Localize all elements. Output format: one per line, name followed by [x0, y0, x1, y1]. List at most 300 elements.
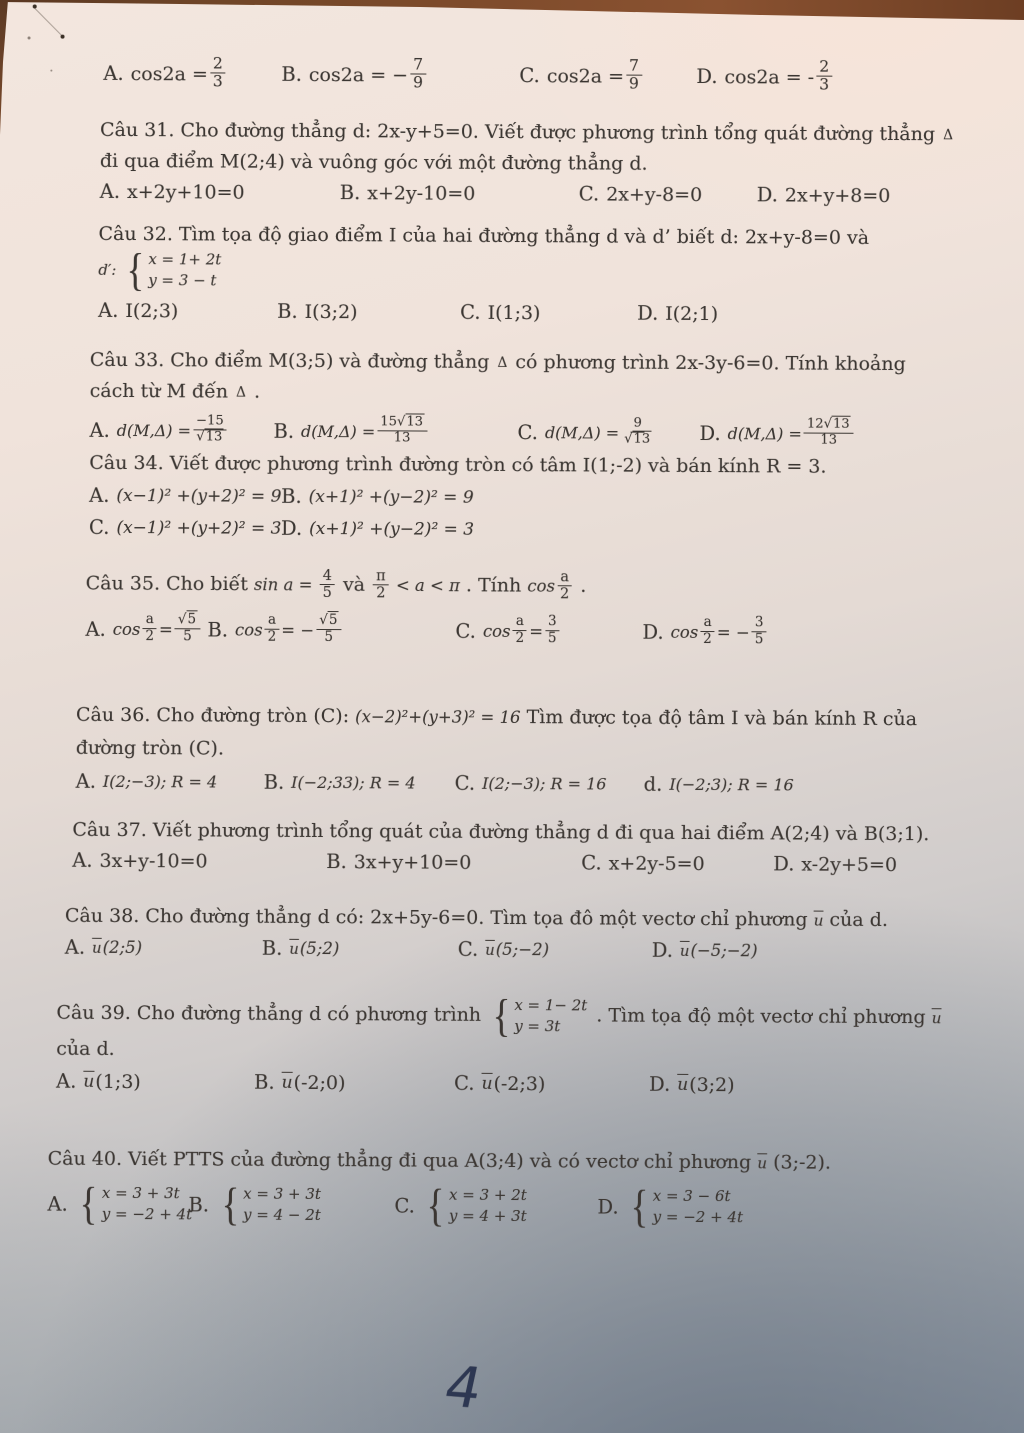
- stem-line: [48, 1145, 831, 1179]
- numerator: a: [513, 614, 527, 630]
- denominator: 13: [820, 432, 838, 448]
- numerator: −15: [193, 414, 227, 430]
- text-run: Câu 32. Tìm tọa độ giao điểm I của hai đường thẳng d và d’ biết d: 2x+y-8=0 và: [98, 222, 870, 249]
- system-lines: [449, 1185, 527, 1227]
- stem-line: [98, 243, 869, 295]
- radicand: 13: [406, 414, 424, 430]
- stem-line: [65, 902, 888, 936]
- question-stem: [89, 449, 826, 482]
- question-39: [56, 989, 942, 1098]
- math-text: I(2;−3); R = 16: [482, 773, 607, 794]
- system-line: y = 4 − 2t: [242, 1205, 321, 1225]
- math-text: cos: [527, 576, 556, 596]
- option-label: B.: [261, 936, 283, 960]
- question-37: [72, 816, 929, 876]
- text-run: x+2y+10=0: [126, 180, 245, 204]
- text-run: Câu 34. Viết được phương trình đường tròn có tâm I(1;-2) và bán kính R = 3.: [89, 451, 827, 478]
- options-row: [89, 516, 826, 543]
- denominator: 2: [145, 627, 155, 644]
- math-fraction: [377, 415, 427, 446]
- math-text: (x−1)² +(y+2)² = 9: [116, 485, 282, 507]
- text-run: x-2y+5=0: [801, 853, 898, 876]
- system-brace: {: [221, 1178, 239, 1230]
- system-lines: [243, 1184, 321, 1226]
- numerator: 9: [631, 417, 645, 433]
- math-text: I(−2;33); R = 4: [291, 772, 416, 793]
- math-text: (x+1)² +(y−2)² = 3: [309, 518, 475, 540]
- math-fraction: [545, 615, 560, 646]
- option-D: [649, 1073, 941, 1098]
- numerator: π: [373, 568, 389, 585]
- math-fraction: [193, 414, 227, 445]
- options-row: [98, 299, 869, 326]
- option-C: [454, 1072, 649, 1096]
- question-35: [85, 568, 768, 648]
- stem-line: [72, 816, 929, 849]
- question-stem: [98, 220, 869, 295]
- text-run: Câu 38. Cho đường thẳng d có: 2x+5y-6=0. Tìm tọa đô một vectơ chỉ phương: [64, 904, 814, 931]
- question-36: [76, 699, 918, 797]
- text-run: I(2;1): [665, 302, 719, 325]
- math-text: (5;2): [299, 938, 340, 959]
- option-A: [65, 936, 262, 960]
- math-text: =: [529, 621, 544, 641]
- text-run: (-2;3): [493, 1072, 546, 1095]
- option-D: [637, 302, 869, 326]
- text-run: Câu 37. Viết phương trình tổng quát của đường thẳng d đi qua hai điểm A(2;4) và B(3;1).: [72, 818, 930, 846]
- system-line: x = 3 + 2t: [448, 1185, 527, 1205]
- text-run: Câu 35. Cho biết: [85, 572, 255, 596]
- denominator: 5: [322, 585, 332, 602]
- options-row: [76, 770, 917, 797]
- option-A: [100, 180, 340, 204]
- system-line: y = −2 + 4t: [101, 1204, 193, 1224]
- text-run: Câu 36. Cho đường tròn (C):: [75, 703, 356, 728]
- text-run: cos2a =: [130, 62, 208, 86]
- option-label: B.: [277, 299, 298, 323]
- options-row: [72, 849, 929, 876]
- option-label: D.: [280, 516, 303, 540]
- numerator: 3: [545, 615, 560, 631]
- question-40: [47, 1145, 832, 1232]
- question-stem: [86, 568, 769, 605]
- system-brace: {: [630, 1180, 649, 1232]
- question-stem: [76, 699, 917, 768]
- numerator: 7: [626, 58, 642, 77]
- text-run: đường tròn (C).: [75, 736, 225, 760]
- math-fraction: [512, 614, 527, 645]
- option-C: [579, 182, 757, 206]
- delta-symbol: Δ: [497, 354, 508, 371]
- system-line: x = 1− 2t: [514, 996, 588, 1015]
- options-row: [89, 484, 826, 511]
- options-row: [100, 180, 955, 207]
- math-text: = −: [281, 620, 315, 640]
- system-line: y = 3 − t: [148, 271, 217, 290]
- handwritten-page-number: 4: [438, 1354, 489, 1422]
- option-C: [455, 615, 642, 647]
- option-label: C.: [519, 64, 540, 88]
- option-C: [394, 1179, 597, 1231]
- stem-line: [56, 989, 942, 1041]
- option-D: [699, 418, 905, 449]
- system-lines: [102, 1183, 193, 1225]
- denominator: 9: [412, 73, 423, 92]
- option-label: D.: [637, 301, 659, 325]
- text-run: Câu 39. Cho đường thẳng d có phương trình: [56, 1001, 488, 1026]
- option-D: [696, 59, 834, 96]
- option-label: A.: [72, 848, 93, 872]
- option-B: [273, 416, 517, 448]
- system-line: x = 3 + 3t: [243, 1184, 321, 1204]
- option-label: B.: [281, 63, 302, 87]
- option-label: C.: [517, 420, 538, 444]
- option-label: A.: [89, 483, 110, 507]
- question-stem: [65, 902, 888, 936]
- math-text: d(M,Δ) =: [544, 422, 620, 443]
- question-stem: [100, 116, 955, 180]
- option-C: [581, 851, 773, 875]
- ink-dot: [50, 70, 52, 72]
- option-label: B.: [207, 618, 229, 642]
- math-fraction: [316, 613, 341, 644]
- option-label: B.: [263, 770, 285, 794]
- text-run: . Tìm tọa độ một vectơ chỉ phương: [590, 1004, 932, 1029]
- option-label: A.: [89, 418, 110, 442]
- numerator: 4: [320, 568, 335, 585]
- option-label: A.: [98, 298, 119, 322]
- option-B: [277, 300, 460, 324]
- numerator: √5: [316, 613, 341, 629]
- radicand: 13: [205, 429, 223, 445]
- option-C: [89, 516, 281, 540]
- question-31: [100, 116, 955, 207]
- option-A: [89, 415, 273, 446]
- math-text: d(M,Δ) =: [300, 421, 376, 441]
- text-run: Câu 40. Viết PTTS của đường thẳng đi qua A(3;4) và có vectơ chỉ phương: [47, 1147, 758, 1174]
- option-label: D.: [642, 620, 664, 644]
- math-fraction: [410, 56, 426, 92]
- option-B: [188, 1178, 394, 1230]
- option-A: [47, 1177, 193, 1229]
- denominator: 2: [515, 629, 525, 646]
- numerator: a: [701, 615, 715, 631]
- option-C: [458, 938, 652, 962]
- math-text: =: [158, 619, 173, 639]
- denominator: 13: [393, 430, 411, 446]
- option-D: [652, 939, 888, 963]
- stem-line: [86, 568, 769, 605]
- option-label: C.: [454, 771, 476, 795]
- denominator: 9: [628, 75, 639, 94]
- text-run: I(3;2): [304, 300, 358, 323]
- math-text: cos: [670, 622, 699, 642]
- text-run: 2x+y+8=0: [784, 183, 891, 207]
- radicand: 13: [832, 416, 850, 432]
- math-fraction: [175, 613, 200, 644]
- question-stem: [72, 816, 929, 849]
- denominator: 5: [547, 629, 557, 646]
- math-text: cos: [234, 620, 263, 640]
- options-row: [65, 936, 888, 963]
- equation-system: [628, 1180, 744, 1232]
- math-text: cos: [112, 619, 141, 639]
- equation-system: [425, 1179, 527, 1231]
- text-run: 2x+y-8=0: [606, 182, 703, 206]
- system-line: y = −2 + 4t: [652, 1207, 744, 1227]
- carryover-options: [103, 52, 834, 96]
- system-lines: [148, 249, 221, 291]
- vector-u: $\overline{u}$: [83, 1071, 95, 1092]
- text-run: x+2y-5=0: [608, 852, 705, 875]
- numerator: a: [265, 613, 279, 629]
- math-fraction: [320, 568, 335, 602]
- vector-u: $\overline{u}$: [92, 938, 102, 957]
- options-row: [56, 1070, 941, 1098]
- option-label: A.: [85, 617, 106, 641]
- denominator: √13: [624, 431, 651, 447]
- option-label: A.: [99, 179, 121, 203]
- vector-u: $\overline{u}$: [931, 1009, 942, 1028]
- equation-system: [490, 989, 588, 1041]
- option-B: [281, 485, 826, 511]
- numerator: 15√13: [377, 415, 427, 431]
- text-run: Câu 31. Cho đường thẳng d: 2x-y+5=0. Viết được phương trình tổng quát đường thẳng: [100, 118, 942, 146]
- math-fraction: [752, 616, 767, 647]
- denominator: 5: [754, 630, 764, 647]
- option-label: d.: [643, 772, 663, 796]
- numerator: √5: [175, 613, 200, 629]
- radicand: 5: [328, 612, 338, 629]
- text-run: đi qua điểm M(2;4) và vuông góc với một đường thẳng d.: [99, 149, 648, 175]
- stem-line: [100, 116, 955, 151]
- system-lines: [653, 1186, 744, 1228]
- math-text: (5;−2): [495, 939, 550, 960]
- stem-line: [89, 449, 826, 482]
- text-run: cos2a = -: [724, 66, 815, 89]
- radicand: 13: [633, 431, 651, 447]
- stem-line: [90, 377, 906, 412]
- option-label: D.: [696, 65, 718, 89]
- denominator: 3: [212, 72, 223, 91]
- system-brace: {: [426, 1179, 445, 1231]
- question-33: [89, 346, 905, 450]
- text-run: của d.: [56, 1037, 115, 1060]
- ink-dot: [28, 36, 31, 39]
- option-C: [519, 58, 696, 95]
- radicand: 5: [187, 611, 197, 628]
- option-A: [103, 56, 281, 93]
- stem-line: [76, 699, 917, 736]
- option-label: B.: [281, 484, 302, 508]
- option-label: A.: [47, 1192, 68, 1216]
- equation-system: [219, 1178, 321, 1230]
- option-C: [517, 417, 699, 448]
- option-label: C.: [88, 515, 110, 539]
- options-row: [103, 56, 834, 96]
- math-text: (2;5): [102, 937, 143, 958]
- math-fraction: [700, 615, 715, 646]
- option-label: B.: [339, 181, 361, 205]
- option-D: [597, 1180, 831, 1232]
- option-C: [460, 301, 637, 325]
- system-brace: {: [79, 1177, 98, 1229]
- options-row: [85, 613, 768, 648]
- denominator: √13: [196, 429, 223, 445]
- text-run: .: [574, 575, 587, 598]
- option-A: [85, 613, 207, 645]
- option-label: B.: [326, 850, 347, 874]
- numerator: a: [557, 569, 572, 586]
- question-34: [89, 449, 827, 543]
- option-A: [89, 484, 281, 508]
- math-text: (x+1)² +(y−2)² = 9: [308, 486, 474, 508]
- option-A: [72, 849, 326, 873]
- vector-u: $\overline{u}$: [757, 1154, 768, 1173]
- text-run: cos2a = −: [308, 63, 409, 87]
- text-run: I(2;3): [125, 299, 179, 322]
- math-text: < a < π: [390, 576, 460, 596]
- system-line: y = 3t: [514, 1017, 561, 1036]
- math-text: I(2;−3); R = 4: [102, 771, 218, 792]
- text-run: I(1;3): [487, 301, 541, 324]
- option-B: [254, 1071, 454, 1095]
- option-label: C.: [578, 182, 600, 206]
- vector-u: $\overline{u}$: [485, 940, 495, 959]
- option-label: D.: [699, 421, 721, 445]
- math-text: = −: [716, 622, 750, 642]
- option-label: A.: [56, 1069, 77, 1093]
- system-brace: {: [492, 989, 511, 1041]
- numerator: 2: [210, 55, 226, 74]
- text-run: 3x+y-10=0: [99, 849, 208, 872]
- option-A: [98, 299, 277, 323]
- denominator: 3: [819, 76, 830, 95]
- denominator: 2: [703, 630, 712, 647]
- option-B: [207, 614, 455, 647]
- math-fraction: [142, 613, 157, 644]
- option-D: [757, 183, 955, 207]
- math-text: d(M,Δ) =: [116, 420, 192, 441]
- option-D: [281, 517, 826, 543]
- question-38: [65, 902, 888, 963]
- text-run: (3;2): [689, 1073, 735, 1096]
- text-run: cách từ M đến: [89, 379, 235, 403]
- text-run: và: [336, 573, 372, 596]
- option-B: [326, 850, 581, 874]
- math-text: (x−2)²+(y+3)² = 16: [355, 707, 521, 728]
- option-label: C.: [454, 1071, 475, 1095]
- vector-u: $\overline{u}$: [813, 911, 824, 930]
- math-fraction: [621, 417, 654, 448]
- option-C: [455, 772, 644, 796]
- equation-system: [78, 1177, 193, 1229]
- system-line: x = 3 + 3t: [101, 1183, 180, 1203]
- ink-scratch-line: [34, 7, 64, 38]
- vector-u: $\overline{u}$: [677, 1074, 689, 1095]
- option-label: D.: [756, 183, 778, 207]
- option-label: D.: [651, 938, 673, 962]
- text-run: của d.: [823, 908, 888, 931]
- math-text: sin a =: [253, 575, 318, 595]
- numerator: 7: [410, 56, 426, 75]
- option-D: [773, 852, 929, 876]
- text-run: cos2a =: [546, 65, 625, 88]
- option-B: [262, 937, 458, 961]
- question-stem: [90, 346, 906, 412]
- numerator: a: [143, 613, 157, 629]
- option-d: [644, 773, 917, 797]
- stem-line: [100, 147, 955, 180]
- delta-symbol: Δ: [943, 127, 954, 144]
- math-fraction: [804, 418, 854, 449]
- vector-u: $\overline{u}$: [289, 939, 299, 958]
- denominator: 2: [376, 585, 386, 602]
- math-text: d′:: [98, 260, 122, 279]
- text-run: .: [247, 380, 261, 403]
- numerator: 12√13: [804, 418, 854, 434]
- system-line: y = 4 + 3t: [448, 1206, 527, 1226]
- system-brace: {: [126, 243, 145, 295]
- option-label: D.: [773, 852, 795, 876]
- option-A: [56, 1070, 254, 1094]
- stem-line: [98, 220, 869, 253]
- vector-u: $\overline{u}$: [679, 941, 690, 960]
- system-line: x = 1+ 2t: [148, 250, 222, 269]
- delta-symbol: Δ: [236, 384, 247, 401]
- math-text: d(M,Δ) =: [727, 423, 802, 444]
- option-label: A.: [103, 62, 124, 86]
- option-label: C.: [581, 851, 602, 875]
- options-row: [47, 1177, 831, 1232]
- math-text: (−5;−2): [690, 940, 758, 961]
- math-fraction: [373, 568, 389, 602]
- denominator: 5: [183, 627, 192, 644]
- text-run: Câu 33. Cho điểm M(3;5) và đường thẳng: [89, 348, 496, 373]
- option-label: D.: [649, 1072, 671, 1096]
- option-D: [642, 616, 768, 648]
- text-run: có phương trình 2x-3y-6=0. Tính khoảng: [509, 350, 906, 376]
- math-text: cos: [482, 621, 511, 641]
- question-32: [98, 220, 869, 326]
- option-B: [340, 181, 579, 205]
- option-label: D.: [597, 1194, 619, 1219]
- option-label: A.: [64, 935, 86, 959]
- denominator: 2: [267, 628, 277, 645]
- option-label: C.: [460, 300, 481, 324]
- math-text: (x−1)² +(y+2)² = 3: [116, 517, 282, 539]
- math-fraction: [816, 59, 832, 95]
- math-fraction: [210, 55, 226, 91]
- text-run: . Tính: [459, 574, 528, 597]
- option-label: C.: [394, 1193, 415, 1217]
- numerator: 2: [816, 59, 832, 78]
- option-label: C.: [457, 937, 479, 961]
- math-fraction: [557, 569, 572, 603]
- system-lines: [514, 995, 587, 1037]
- stem-line: [90, 346, 906, 381]
- text-run: (3;-2).: [767, 1151, 832, 1174]
- option-label: B.: [273, 419, 295, 443]
- vector-u: $\overline{u}$: [481, 1073, 493, 1094]
- options-row: [89, 415, 905, 450]
- math-text: I(−2;3); R = 16: [669, 774, 794, 795]
- option-label: B.: [254, 1070, 275, 1094]
- question-stem: [56, 989, 942, 1069]
- text-run: Tìm được tọa độ tâm I và bán kính R của: [520, 706, 918, 731]
- denominator: 2: [559, 586, 570, 603]
- text-run: 3x+y+10=0: [353, 850, 472, 874]
